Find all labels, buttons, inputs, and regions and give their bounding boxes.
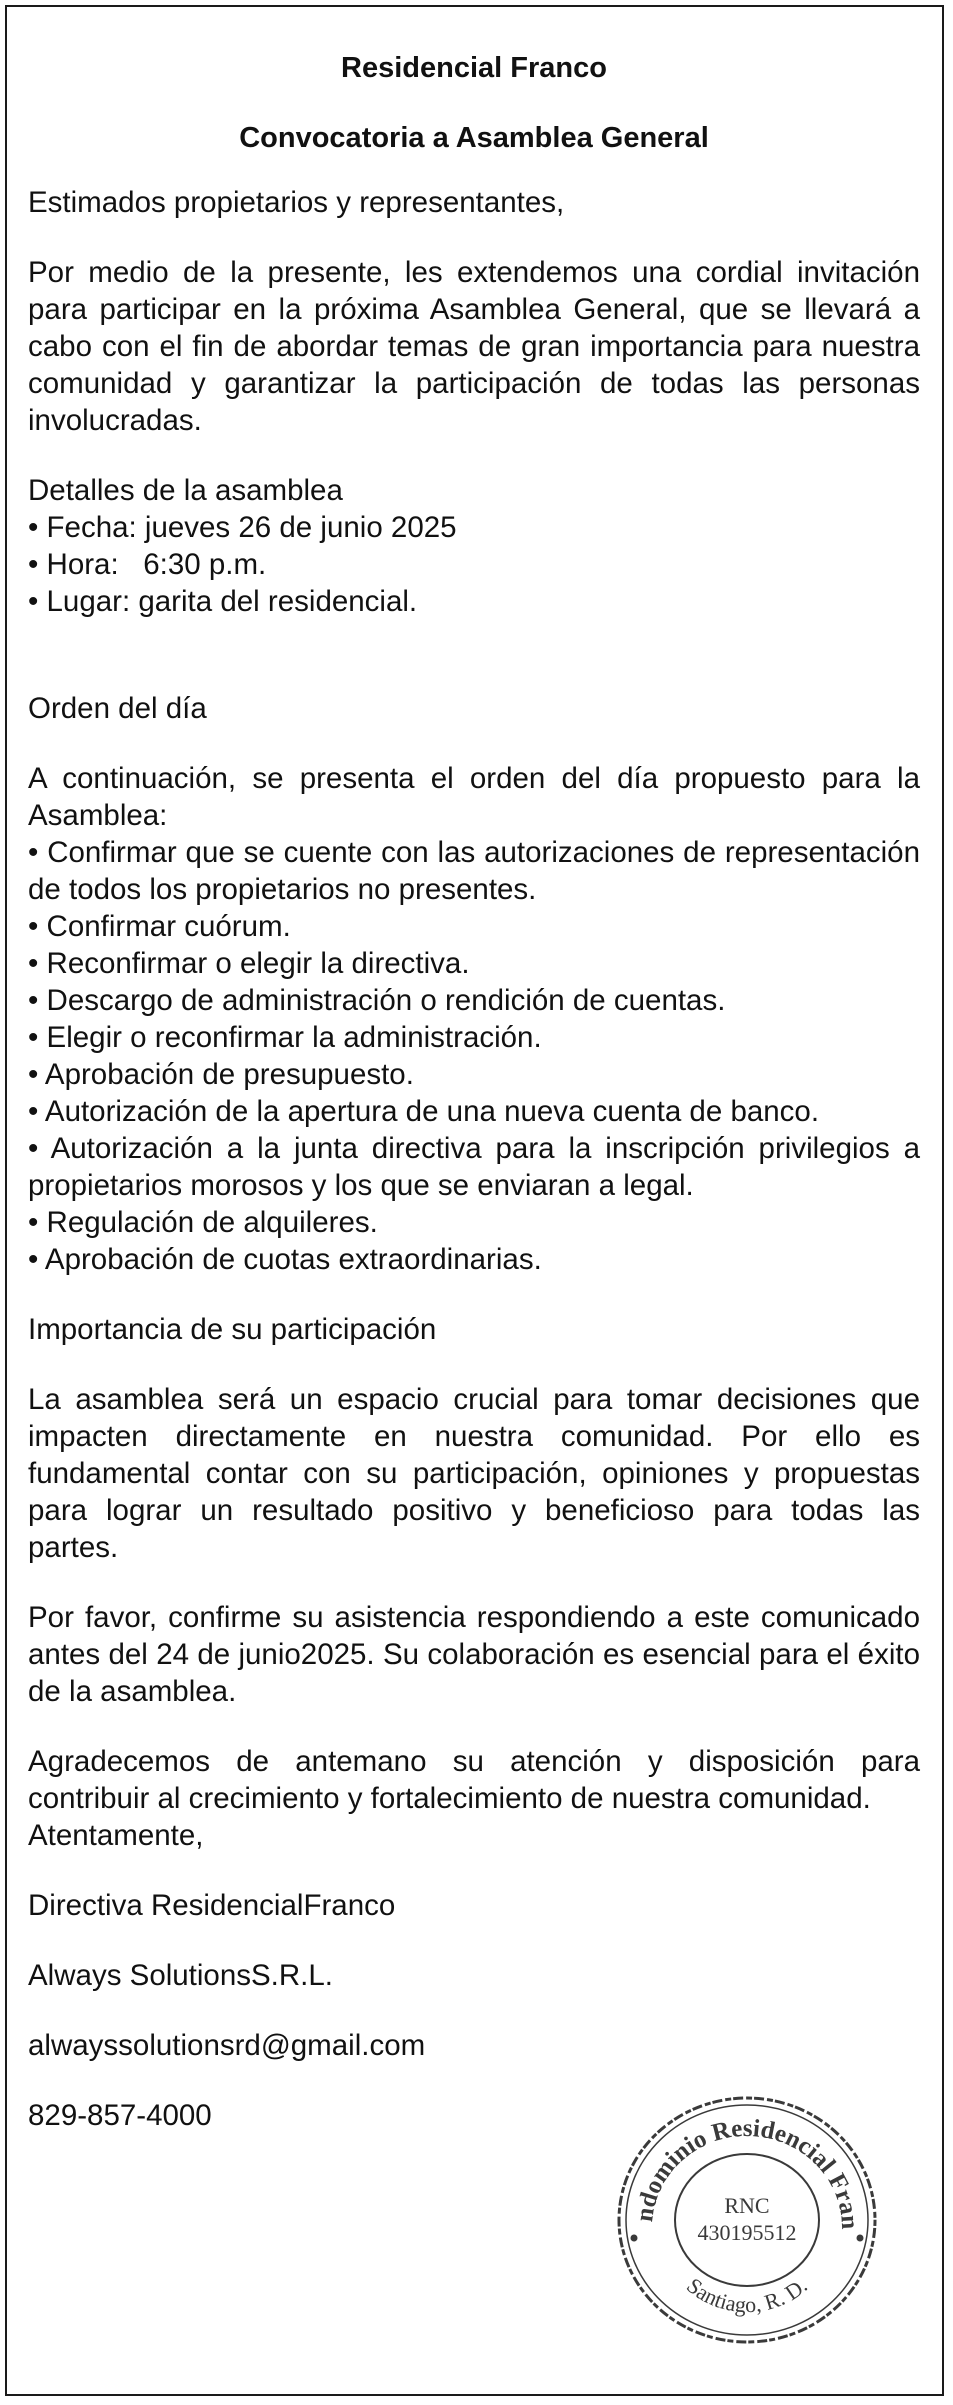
signature-company: Always SolutionsS.R.L. [28, 1959, 333, 1992]
seal-graphic [612, 2088, 882, 2348]
agenda-item: • Confirmar que se cuente con las autorizaciones de representación de todos los propietarios no presentes. [28, 836, 920, 906]
signature-phone: 829-857-4000 [28, 2099, 212, 2132]
agenda-heading: Orden del día [28, 692, 207, 725]
seal-bottom-text: Santiago, R. D. [682, 2272, 812, 2318]
importance-paragraph: La asamblea será un espacio crucial para tomar decisiones que impacten directamente en nuestra comunidad. Por ello es fundamental contar con su participación, opiniones y propuestas para lograr un resultado positivo y beneficioso para todas las partes. [28, 1383, 920, 1564]
seal-rnc-label: RNC [724, 2193, 770, 2218]
agenda-item: • Aprobación de presupuesto. [28, 1058, 414, 1091]
details-list [28, 509, 920, 620]
seal-dot-left [631, 2235, 638, 2242]
agenda-item: • Aprobación de cuotas extraordinarias. [28, 1243, 542, 1276]
agenda-item: • Autorización a la junta directiva para la inscripción privilegios a propietarios morosos y los que se enviaran a legal. [28, 1132, 920, 1202]
intro-paragraph: Por medio de la presente, les extendemos una cordial invitación para participar en la próxima Asamblea General, que se llevará a cabo con el fin de abordar temas de gran importancia para nuestra comunidad y garantizar la participación de todas las personas involucradas. [28, 256, 920, 437]
seal-rnc-number: 430195512 [697, 2220, 797, 2245]
agenda-item: • Confirmar cuórum. [28, 910, 291, 943]
agenda-item: • Reconfirmar o elegir la directiva. [28, 947, 470, 980]
details-item-time: • Hora: 6:30 p.m. [28, 548, 267, 581]
confirm-paragraph: Por favor, confirme su asistencia respondiendo a este comunicado antes del 24 de junio2025. Su colaboración es esencial para el éxito de la asamblea. [28, 1601, 920, 1708]
importance-heading: Importancia de su participación [28, 1313, 437, 1346]
thanks-paragraph: Agradecemos de antemano su atención y disposición para contribuir al crecimiento y fortalecimiento de nuestra comunidad. [28, 1745, 920, 1815]
notice-subtitle: Convocatoria a Asamblea General [239, 122, 709, 154]
greeting: Estimados propietarios y representantes, [28, 186, 565, 219]
details-heading: Detalles de la asamblea [28, 474, 343, 507]
agenda-item: • Descargo de administración o rendición de cuentas. [28, 984, 726, 1017]
seal-top-text: ndominio Residencial Fran [631, 2114, 864, 2230]
notice-title: Residencial Franco [341, 52, 607, 84]
closing-line: Atentamente, [28, 1819, 204, 1852]
seal-dot-right [857, 2235, 864, 2242]
agenda-item: • Autorización de la apertura de una nueva cuenta de banco. [28, 1095, 820, 1128]
agenda-item: • Elegir o reconfirmar la administración. [28, 1021, 542, 1054]
agenda-list [28, 834, 920, 1278]
agenda-item: • Regulación de alquileres. [28, 1206, 378, 1239]
agenda-intro: A continuación, se presenta el orden del día propuesto para la Asamblea: [28, 762, 920, 832]
company-seal [612, 2088, 882, 2348]
details-item-date: • Fecha: jueves 26 de junio 2025 [28, 511, 457, 544]
notice-body [28, 50, 920, 2134]
signature-email: alwayssolutionsrd@gmail.com [28, 2029, 426, 2062]
details-item-place: • Lugar: garita del residencial. [28, 585, 418, 618]
signature-name: Directiva ResidencialFranco [28, 1889, 396, 1922]
